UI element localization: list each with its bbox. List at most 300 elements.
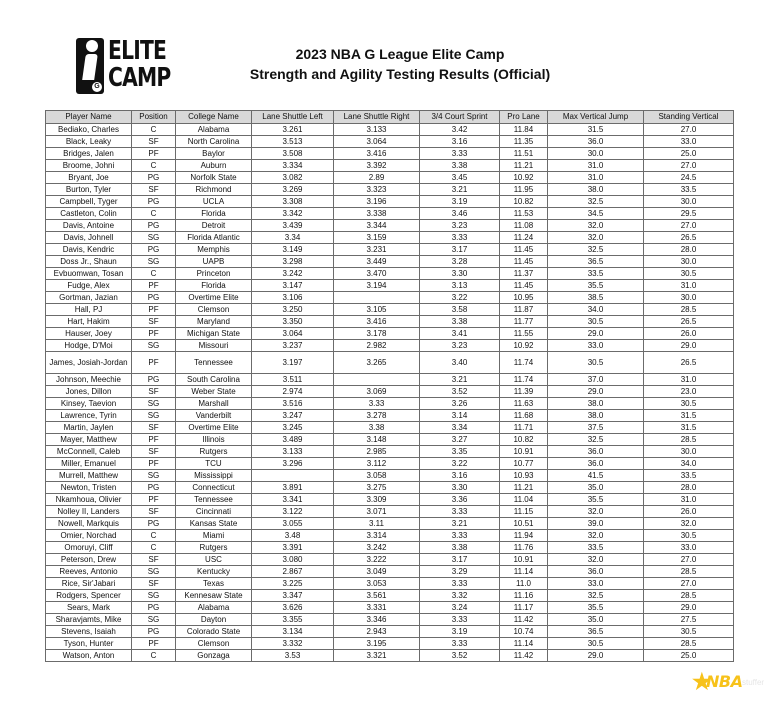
column-header: Pro Lane [500,111,548,124]
table-row [46,578,734,590]
table-cell: 3.38 [420,542,500,554]
player-name-cell: Sharavjamts, Mike [46,614,132,626]
table-cell: 3.296 [252,458,334,470]
table-cell: 11.04 [500,494,548,506]
table-cell: 3.21 [420,518,500,530]
player-name-cell: Peterson, Drew [46,554,132,566]
table-cell: 32.0 [548,530,644,542]
table-cell: 34.0 [644,458,734,470]
table-row [46,410,734,422]
table-cell: 36.0 [548,458,644,470]
table-cell: 33.0 [548,340,644,352]
table-cell: SF [132,316,176,328]
table-cell: 3.350 [252,316,334,328]
table-cell: 3.133 [252,446,334,458]
table-cell: 3.16 [420,470,500,482]
table-row [46,650,734,662]
table-cell: 3.341 [252,494,334,506]
table-row [46,184,734,196]
table-cell: 36.5 [548,256,644,268]
table-cell: TCU [176,458,252,470]
table-cell: 32.5 [548,434,644,446]
table-cell: 38.0 [548,410,644,422]
table-cell: 2.982 [334,340,420,352]
table-cell: 11.55 [500,328,548,340]
table-cell [252,470,334,482]
table-cell: 3.332 [252,638,334,650]
table-cell: 32.0 [548,506,644,518]
basketball-player-icon: G [76,38,104,94]
table-cell: 3.45 [420,172,500,184]
table-cell: 10.82 [500,434,548,446]
column-header: Lane Shuttle Left [252,111,334,124]
table-cell: 25.0 [644,650,734,662]
table-cell: PG [132,518,176,530]
table-cell: 3.33 [334,398,420,410]
table-row [46,136,734,148]
table-cell: North Carolina [176,136,252,148]
table-cell: 11.45 [500,280,548,292]
table-cell: 3.082 [252,172,334,184]
table-cell: 23.0 [644,386,734,398]
table-cell: 30.0 [644,446,734,458]
table-cell: PG [132,292,176,304]
player-name-cell: Bryant, Joe [46,172,132,184]
table-cell: 3.21 [420,374,500,386]
table-cell: 3.19 [420,626,500,638]
table-cell: 2.867 [252,566,334,578]
table-cell: 3.133 [334,124,420,136]
player-name-cell: Gortman, Jazian [46,292,132,304]
table-cell: 30.5 [644,626,734,638]
table-row [46,506,734,518]
table-cell: 10.91 [500,554,548,566]
table-cell: 3.38 [420,316,500,328]
table-cell: 3.33 [420,148,500,160]
logo-line-1: ELITE [108,36,167,66]
results-table [45,110,734,662]
table-cell: 3.17 [420,244,500,256]
table-row [46,280,734,292]
table-cell: Gonzaga [176,650,252,662]
table-cell: 26.5 [644,232,734,244]
column-header: Max Vertical Jump [548,111,644,124]
table-cell: 28.5 [644,434,734,446]
player-name-cell: Hodge, D'Moi [46,340,132,352]
table-cell: 10.51 [500,518,548,530]
table-row [46,422,734,434]
table-cell: 3.22 [420,292,500,304]
table-cell: PG [132,374,176,386]
table-cell: 3.19 [420,196,500,208]
table-cell: 3.069 [334,386,420,398]
table-cell: Tennessee [176,352,252,374]
table-cell: 11.15 [500,506,548,518]
table-cell: 3.52 [420,386,500,398]
table-cell: C [132,208,176,220]
table-cell: 30.0 [644,256,734,268]
table-cell: 28.5 [644,566,734,578]
player-name-cell: Bediako, Charles [46,124,132,136]
player-name-cell: Watson, Anton [46,650,132,662]
table-cell: 11.37 [500,268,548,280]
table-cell: 31.5 [548,124,644,136]
table-cell: 3.178 [334,328,420,340]
table-cell: 11.17 [500,602,548,614]
table-cell: 3.449 [334,256,420,268]
table-cell: Florida Atlantic [176,232,252,244]
table-row [46,340,734,352]
table-cell: 3.222 [334,554,420,566]
table-cell: 3.30 [420,482,500,494]
player-name-cell: Omoruyi, Cliff [46,542,132,554]
table-cell: 3.26 [420,398,500,410]
table-cell: 27.0 [644,554,734,566]
table-cell: 3.42 [420,124,500,136]
table-cell: Rutgers [176,446,252,458]
table-cell: 11.94 [500,530,548,542]
table-cell: 3.35 [420,446,500,458]
table-cell: 3.439 [252,220,334,232]
player-name-cell: Tyson, Hunter [46,638,132,650]
table-row [46,316,734,328]
table-cell: PF [132,352,176,374]
table-cell: 11.74 [500,352,548,374]
player-name-cell: Fudge, Alex [46,280,132,292]
table-cell: SF [132,506,176,518]
table-cell: 3.32 [420,590,500,602]
player-name-cell: Reeves, Antonio [46,566,132,578]
table-cell: 3.080 [252,554,334,566]
table-cell: 3.298 [252,256,334,268]
table-header-row [46,111,734,124]
table-cell: Princeton [176,268,252,280]
table-cell: 33.5 [548,268,644,280]
table-cell: Overtime Elite [176,292,252,304]
table-cell: 11.45 [500,244,548,256]
table-cell: 3.278 [334,410,420,422]
table-cell: 2.974 [252,386,334,398]
table-cell: PF [132,304,176,316]
table-cell: 3.242 [334,542,420,554]
table-cell: PG [132,172,176,184]
table-cell: 3.34 [420,422,500,434]
table-cell: SF [132,578,176,590]
table-row [46,304,734,316]
table-cell: 3.314 [334,530,420,542]
table-cell: 31.5 [644,422,734,434]
table-cell: 3.269 [252,184,334,196]
table-row [46,172,734,184]
player-name-cell: Bridges, Jalen [46,148,132,160]
table-row [46,328,734,340]
table-row [46,232,734,244]
table-cell: Baylor [176,148,252,160]
table-cell: 41.5 [548,470,644,482]
table-cell: Overtime Elite [176,422,252,434]
table-cell: PF [132,458,176,470]
table-cell: 27.0 [644,124,734,136]
table-row [46,268,734,280]
table-row [46,482,734,494]
table-cell: 11.16 [500,590,548,602]
table-cell: PG [132,196,176,208]
table-row [46,542,734,554]
table-cell: 11.21 [500,160,548,172]
table-cell: 3.489 [252,434,334,446]
table-cell: 30.5 [644,530,734,542]
table-cell: 3.34 [252,232,334,244]
table-cell: 35.5 [548,280,644,292]
table-row [46,208,734,220]
table-cell: 11.42 [500,650,548,662]
table-cell: 3.231 [334,244,420,256]
player-name-cell: McConnell, Caleb [46,446,132,458]
table-cell: 35.0 [548,482,644,494]
table-cell: PG [132,244,176,256]
table-cell: 3.321 [334,650,420,662]
table-cell: 3.392 [334,160,420,172]
table-cell: 3.148 [334,434,420,446]
table-cell: 27.5 [644,614,734,626]
table-cell: 3.250 [252,304,334,316]
table-cell: 3.41 [420,328,500,340]
table-cell: 3.225 [252,578,334,590]
column-header: College Name [176,111,252,124]
table-cell: 11.24 [500,232,548,244]
table-cell: 3.52 [420,650,500,662]
table-cell: 11.45 [500,256,548,268]
table-cell: 35.0 [548,614,644,626]
table-cell: 26.0 [644,328,734,340]
table-cell: 37.0 [548,374,644,386]
table-cell: Miami [176,530,252,542]
table-cell: 34.5 [548,208,644,220]
player-name-cell: Hart, Hakim [46,316,132,328]
table-cell: 3.147 [252,280,334,292]
table-cell: 3.053 [334,578,420,590]
table-cell: 11.68 [500,410,548,422]
table-cell: Texas [176,578,252,590]
table-cell: 38.0 [548,184,644,196]
table-cell: UAPB [176,256,252,268]
table-cell: 30.0 [644,196,734,208]
table-cell: 3.33 [420,232,500,244]
column-header: Standing Vertical [644,111,734,124]
table-cell: 3.245 [252,422,334,434]
table-cell: 32.0 [548,554,644,566]
table-body [46,124,734,662]
table-cell: 11.51 [500,148,548,160]
elite-camp-logo [76,36,171,94]
table-row [46,638,734,650]
table-cell: 11.0 [500,578,548,590]
table-cell: C [132,124,176,136]
table-cell: UCLA [176,196,252,208]
table-cell: 38.5 [548,292,644,304]
table-cell: 11.14 [500,638,548,650]
table-row [46,124,734,136]
table-cell: 3.242 [252,268,334,280]
table-cell: 32.5 [548,590,644,602]
table-cell: 3.344 [334,220,420,232]
nba-player-icon: ★ [692,669,712,694]
player-name-cell: Sears, Mark [46,602,132,614]
player-name-cell: Davis, Antoine [46,220,132,232]
table-cell: 3.28 [420,256,500,268]
table-row [46,626,734,638]
table-cell: Rutgers [176,542,252,554]
table-cell: SF [132,446,176,458]
column-header: Position [132,111,176,124]
document-title [200,44,600,84]
table-row [46,554,734,566]
table-cell [334,292,420,304]
table-cell: 33.5 [548,542,644,554]
table-cell: 38.0 [548,398,644,410]
table-cell: 28.0 [644,482,734,494]
table-cell: PG [132,626,176,638]
table-cell: 3.470 [334,268,420,280]
table-cell: PF [132,434,176,446]
table-cell: PG [132,482,176,494]
player-name-cell: Martin, Jaylen [46,422,132,434]
column-header: Lane Shuttle Right [334,111,420,124]
table-row [46,602,734,614]
table-cell: 31.5 [644,410,734,422]
table-cell: 26.5 [644,352,734,374]
player-name-cell: Nowell, Markquis [46,518,132,530]
table-cell: 11.14 [500,566,548,578]
player-name-cell: Campbell, Tyger [46,196,132,208]
table-cell: Norfolk State [176,172,252,184]
nba-watermark [692,668,772,698]
table-cell: 3.40 [420,352,500,374]
table-cell: 3.265 [334,352,420,374]
table-cell: 11.77 [500,316,548,328]
table-cell: 36.0 [548,136,644,148]
table-cell: 30.0 [644,292,734,304]
player-name-cell: Lawrence, Tyrin [46,410,132,422]
table-cell: Vanderbilt [176,410,252,422]
table-cell: 3.196 [334,196,420,208]
table-cell: 30.5 [548,352,644,374]
watermark-text: NBA [706,672,743,691]
table-cell: 3.33 [420,578,500,590]
table-cell: 3.391 [252,542,334,554]
table-cell: SG [132,398,176,410]
table-cell: 39.0 [548,518,644,530]
table-cell: PF [132,148,176,160]
player-name-cell: Burton, Tyler [46,184,132,196]
table-cell: 31.0 [548,172,644,184]
table-cell: 2.943 [334,626,420,638]
table-cell: 3.23 [420,340,500,352]
table-row [46,256,734,268]
table-cell: Richmond [176,184,252,196]
table-cell: 3.38 [420,160,500,172]
table-cell: 3.46 [420,208,500,220]
table-cell: 29.0 [644,340,734,352]
table-cell: 34.0 [548,304,644,316]
table-cell: 36.0 [548,566,644,578]
table-cell: 32.5 [548,244,644,256]
table-cell: 28.5 [644,590,734,602]
table-row [46,148,734,160]
table-cell: Cincinnati [176,506,252,518]
table-cell: PG [132,602,176,614]
table-cell: 3.21 [420,184,500,196]
table-cell: 3.308 [252,196,334,208]
table-cell: 11.71 [500,422,548,434]
player-name-cell: Broome, Johni [46,160,132,172]
table-cell: SF [132,422,176,434]
table-cell: 10.74 [500,626,548,638]
table-row [46,352,734,374]
table-cell: 10.82 [500,196,548,208]
logo-text [108,38,171,92]
table-cell: 29.0 [548,650,644,662]
table-cell: 33.0 [644,542,734,554]
player-name-cell: Rodgers, Spencer [46,590,132,602]
table-cell: Florida [176,208,252,220]
table-cell: PF [132,638,176,650]
table-row [46,566,734,578]
table-cell [334,374,420,386]
watermark-subtext: stuffer [742,678,765,687]
table-cell: Kentucky [176,566,252,578]
table-cell: 3.891 [252,482,334,494]
table-cell: SF [132,136,176,148]
table-cell: Alabama [176,602,252,614]
table-row [46,470,734,482]
table-cell: Mississippi [176,470,252,482]
table-cell: 3.14 [420,410,500,422]
table-cell: SF [132,184,176,196]
table-row [46,530,734,542]
table-cell: C [132,542,176,554]
table-cell: Tennessee [176,494,252,506]
table-cell: 25.0 [644,148,734,160]
table-cell: SG [132,590,176,602]
player-name-cell: Rice, Sir'Jabari [46,578,132,590]
table-row [46,244,734,256]
table-cell: 29.0 [548,328,644,340]
table-cell: C [132,160,176,172]
table-cell: 3.149 [252,244,334,256]
table-cell: 36.0 [548,446,644,458]
table-cell: 10.91 [500,446,548,458]
table-cell: 31.0 [548,160,644,172]
table-cell: 33.5 [644,470,734,482]
table-cell: 3.33 [420,506,500,518]
table-cell: 33.5 [644,184,734,196]
table-cell: 10.77 [500,458,548,470]
table-cell: 3.064 [334,136,420,148]
table-cell: Kennesaw State [176,590,252,602]
table-row [46,220,734,232]
table-cell: 32.5 [548,196,644,208]
table-cell: 3.33 [420,614,500,626]
table-cell: 3.105 [334,304,420,316]
player-name-cell: Hall, PJ [46,304,132,316]
table-row [46,292,734,304]
table-cell: 3.197 [252,352,334,374]
table-cell: 3.355 [252,614,334,626]
table-row [46,590,734,602]
table-cell: 3.334 [252,160,334,172]
table-cell: 11.35 [500,136,548,148]
